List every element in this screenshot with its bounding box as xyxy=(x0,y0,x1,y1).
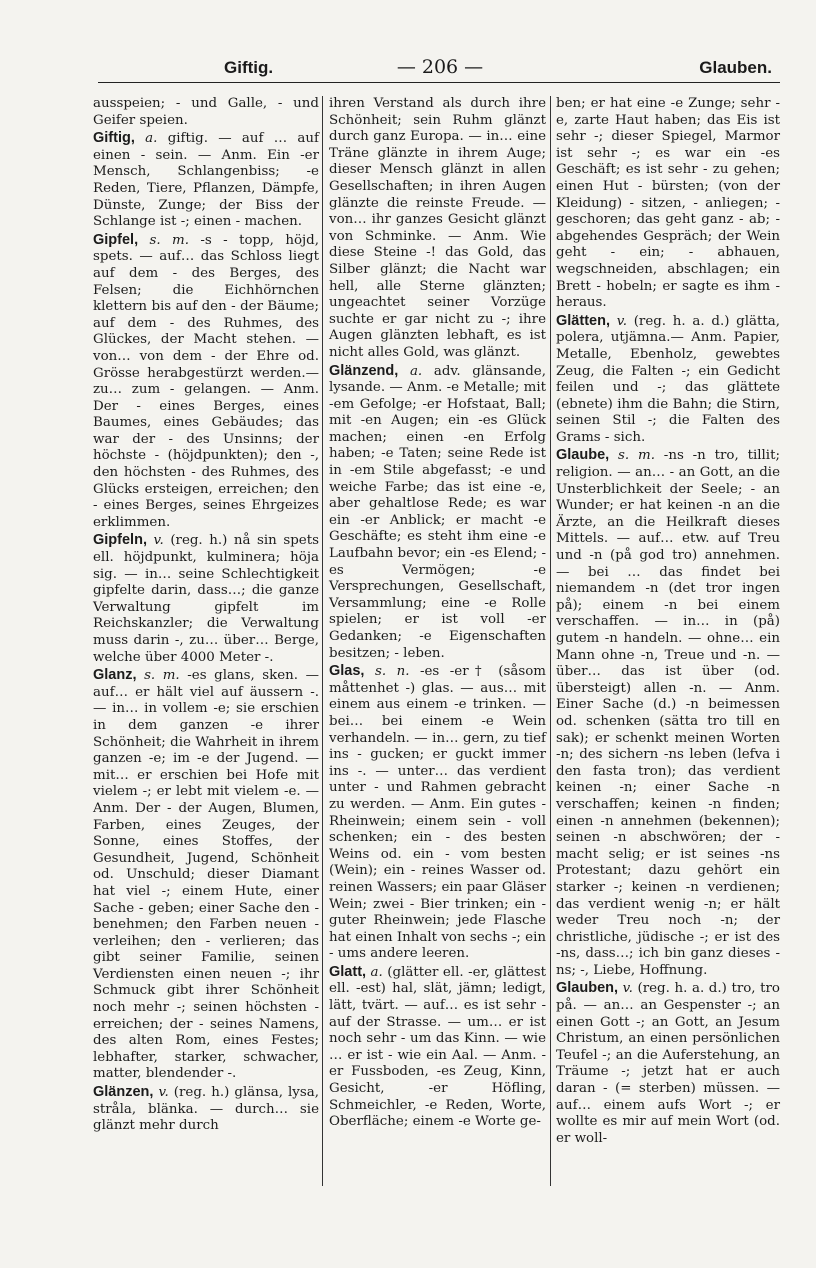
entry-continuation xyxy=(329,96,546,362)
part-of-speech: a. xyxy=(145,131,158,147)
entry-text: giftig. — auf … auf einen - sein. — Anm. Ein -er Mensch, Schlangenbiss; -e Reden, Tiere, Pflanzen, Dämpfe, Dünste, Zunge; der Biss der Schlange ist -; einen - machen. xyxy=(93,131,319,230)
entry-headword: Glauben, xyxy=(556,980,619,997)
entry-text: ben; er hat eine -e Zunge; sehr -e, zarte Haut haben; das Eis ist sehr -; dieser Spiegel, Marmor ist sehr -; es war ein -es Geschäft; es ist sehr - zu gehen; einen Hut - bürsten; (von der Kleidung) - sitzen, - anliegen; - geschoren; das geht ganz - ab; - abgehendes Gespräch; der Wein geht - ein; - abhauen, wegschneiden, abschlagen; ein Brett - hobeln; er sagte es ihm - heraus. xyxy=(556,96,780,311)
entry-headword: Glaube, xyxy=(556,447,610,464)
part-of-speech: a. xyxy=(370,964,383,980)
dictionary-entry xyxy=(329,964,546,1131)
dictionary-entry xyxy=(556,447,780,979)
entry-headword: Glatt, xyxy=(329,963,367,980)
entry-text: ihren Verstand als durch ihre Schönheit; sein Ruhm glänzt durch ganz Europa. — in… eine Träne glänzte in ihrem Auge; dieser Mensch glänzt in allen Gesellschaften; in ihren Augen glänzte die reinste Freude. — von… ihr ganzes Gesicht glänzt von Schminke. — Anm. Wie diese Steine -! das Gold, das Silber glänzt; die Nacht war hell, alle Sterne glänzten; ungeachtet seiner Vorzüge suchte er gar nicht zu -; ihre Augen glänzten lebhaft, es ist nicht alles Gold, was glänzt. xyxy=(329,96,546,360)
dictionary-entry xyxy=(93,130,319,231)
column-3 xyxy=(556,96,780,1147)
page-number: — 206 — xyxy=(396,56,484,78)
dictionary-entry xyxy=(93,1084,319,1135)
entry-text: ausspeien; - und Galle, - und Geifer speien. xyxy=(93,96,319,128)
entry-headword: Gipfel, xyxy=(93,231,139,248)
entry-headword: Glätten, xyxy=(556,312,610,329)
part-of-speech: v. xyxy=(622,981,633,997)
entry-headword: Glänzen, xyxy=(93,1084,154,1101)
dictionary-entry xyxy=(556,980,780,1147)
entry-headword: Glas, xyxy=(329,663,365,680)
part-of-speech: s. m. xyxy=(144,668,180,684)
part-of-speech: s. n. xyxy=(374,664,410,680)
entry-text: (reg. h.) glänsa, lysa, stråla, blänka. — durch… sie glänzt mehr durch xyxy=(93,1085,319,1134)
entry-text: adv. glänsande, lysande. — Anm. -e Metalle; mit -em Gefolge; -er Hofstaat, Ball; mit -en Augen; ein -es Glück machen; einen -en Erfolg haben; -e Taten; seine Rede ist in -em Stile abgefasst; -e und weiche Farbe; das ist eine -e, aber gehaltlose Rede; es war ein -er Anblick; er macht -e Geschäfte; es steht ihm eine -e Laufbahn bevor; ein -es Elend; -es Vermögen; -e Versprechungen, Gesellschaft, Versammlung; eine -e Rolle spielen; er ist voll -er Gedanken; -e Eigenschaften besitzen; - leben. xyxy=(329,363,546,661)
entry-text: -es -er† (såsom måttenhet -) glas. — aus… mit einem aus einem -e trinken. — bei… bei einem -e Wein verhandeln. — in… gern, zu tief ins - gucken; er guckt immer ins -. — unter… das verdient unter - und Rahmen gebracht zu werden. — Anm. Ein gutes - Rheinwein; einem sein - voll schenken; ein - des besten Weins od. ein - vom besten (Wein); ein - reines Wasser od. reinen Wassers; ein paar Gläser Wein; zwei - Bier trinken; ein - guter Rheinwein; jede Flasche hat einen Inhalt von sechs -; ein - ums andere leeren. xyxy=(329,664,547,962)
dictionary-entry xyxy=(329,363,546,663)
column-divider-1 xyxy=(322,96,323,1186)
dictionary-entry xyxy=(93,232,319,532)
part-of-speech: v. xyxy=(153,533,164,549)
column-1 xyxy=(93,96,319,1135)
entry-text: (glätter ell. -er, glättest ell. -est) hal, slät, jämn; ledigt, lätt, tvärt. — auf… es ist sehr - auf der Strasse. — um… er ist noch sehr - um das Kinn. — wie … er ist - wie ein Aal. — Anm. -er Fussboden, -es Zeug, Kinn, Gesicht, -er Höfling, Schmeichler, -e Reden, Worte, Oberfläche; einem -e Worte ge- xyxy=(329,964,547,1130)
entry-headword: Gipfeln, xyxy=(93,532,147,549)
entry-continuation xyxy=(93,96,319,129)
entry-text: -es glans, sken. — auf… er hält viel auf äussern -. — in… in vollem -e; sie erschien in dem ganzen -e ihrer Schönheit; die Wahrheit in ihrem ganzen -e; im -e der Jugend. — mit… er erschien bei Hofe mit vielem -; er lebt mit vielem -e. — Anm. Der - der Augen, Blumen, Farben, eines Zeuges, der Sonne, eines Stoffes, der Gesundheit, Jugend, Schönheit od. Unschuld; dieser Diamant hat viel -; einem Hute, einer Sache - geben; einer Sache den - benehmen; den Farben neuen - verleihen; den - verlieren; das gibt seiner Familie, seinen Verdiensten einen neuen -; ihr Schmuck gibt ihrer Schönheit noch mehr -; seinen höchsten - erreichen; der - seines Namens, des alten Rom, eines Festes; lebhafter, starker, schwacher, matter, blendender -. xyxy=(93,668,319,1082)
right-running-head: Glauben. xyxy=(699,58,772,77)
part-of-speech: a. xyxy=(409,363,423,379)
entry-text: (reg. h.) nå sin spets ell. höjdpunkt, kulminera; höja sig. — in… seine Schlechtigkeit gipfelte darin, dass…; die ganze Verwaltung gipfelt im Reichskanzler; die Verwaltung muss darin -, zu… über… Berge, welche über 4000 Meter -. xyxy=(93,533,319,665)
entry-text: -ns -n tro, tillit; religion. — an… - an Gott, an die Unsterblichkeit der Seele; - an Wunder; er hat keinen -n an die Ärzte, an die Heilkraft dieses Mittels. — auf… etw. auf Treu und -n (på god tro) annehmen. — bei … das findet bei niemandem -n (det tror ingen på); einem -n bei einem verschaffen. — in… in (på) gutem -n handeln. — ohne… ein Mann ohne -n, Treue und -n. — über… das ist über (od. übersteigt) allen -n. — Anm. Einer Sache (d.) -n beimessen od. schenken (sätta tro till en sak); er schenkt meinen Worten -n; des sichern -ns leben (lefva i den fasta tron); das verdient keinen -n; einer Sache -n verschaffen; keinen -n finden; einen -n annehmen (bekennen); seinen -n abschwören; der - macht selig; er ist seines -ns Protestant; dazu gehört ein starker -; keinen -n verdienen; das verdient wenig -n; er hält weder Treu noch -n; der christliche, jüdische -; er ist des -ns, dass…; ich bin ganz dieses -ns; -, Liebe, Hoffnung. xyxy=(556,448,780,978)
column-divider-2 xyxy=(550,96,551,1186)
entry-text: (reg. h. a. d.) glätta, polera, utjämna.— Anm. Papier, Metalle, Ebenholz, gewebtes Zeug, die Falten -; ein Gedicht feilen und -; das glättete (ebnete) ihm die Bahn; die Stirn, seinen Stil -; die Falten des Grams - sich. xyxy=(556,313,780,445)
entry-text: (reg. h. a. d.) tro, tro på. — an… an Gespenster -; an einen Gott -; an Gott, an Jesum Christum, an einen persönlichen Teufel -; an die Auferstehung, an Träume -; jetzt hat er auch daran - (= sterben) müssen. — auf… einem aufs Wort -; er wollte es mir auf mein Wort (od. er woll- xyxy=(556,981,780,1146)
entry-continuation xyxy=(556,96,780,312)
left-running-head: Giftig. xyxy=(224,58,274,77)
entry-headword: Glänzend, xyxy=(329,362,399,379)
dictionary-entry xyxy=(93,667,319,1083)
page-header xyxy=(100,58,780,82)
dictionary-entry xyxy=(93,532,319,666)
entry-headword: Glanz, xyxy=(93,667,137,684)
part-of-speech: s. m. xyxy=(618,448,655,464)
entry-headword: Giftig, xyxy=(93,130,135,147)
part-of-speech: v. xyxy=(158,1085,169,1101)
column-2 xyxy=(329,96,546,1131)
part-of-speech: v. xyxy=(616,313,627,329)
part-of-speech: s. m. xyxy=(149,232,189,248)
entry-text: -s - topp, höjd, spets. — auf… das Schloss liegt auf dem - des Berges, des Felsen; die Eichhörnchen klettern bis auf den - der Bäume; auf dem - des Ruhmes, des Glückes, der Macht stehen. — von… von dem - der Ehre od. Grösse herabgestürzt werden.— zu… zum - gelangen. — Anm. Der - eines Berges, eines Baumes, eines Gebäudes; das war der - des Unsinns; der höchste - (höjdpunkten); den -, den höchsten - des Ruhmes, des Glücks ersteigen, erreichen; den - eines Berges, seines Ehrgeizes erklimmen. xyxy=(93,232,319,530)
dictionary-entry xyxy=(329,663,546,963)
header-rule xyxy=(98,82,780,83)
dictionary-entry xyxy=(556,313,780,447)
